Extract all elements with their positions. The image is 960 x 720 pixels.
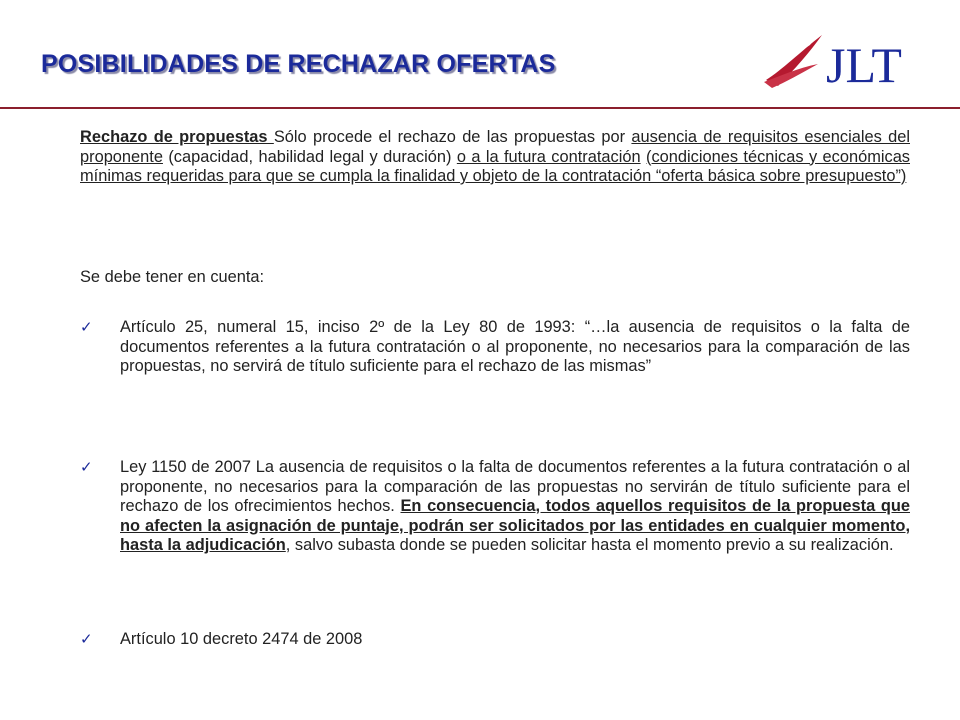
jlt-logo	[760, 30, 920, 94]
logo-text: JLT	[826, 37, 902, 93]
list-item	[80, 318, 910, 377]
intro-paragraph	[80, 128, 910, 187]
list-item	[80, 458, 910, 556]
list-item-emphasis: En consecuencia, todos aquellos requisitos de la propuesta que no afecten la asignación de puntaje, podrán ser solicitados por las entidades en cualquier momento, hasta la adjudicación	[120, 497, 910, 554]
intro-text-1: Sólo procede el rechazo de las propuestas por	[273, 128, 632, 146]
page-title: POSIBILIDADES DE RECHAZAR OFERTAS	[41, 50, 556, 78]
list-item-text: Artículo 10 decreto 2474 de 2008	[120, 630, 363, 648]
list-item-text-2: , salvo subasta donde se pueden solicitar hasta el momento previo a su realización.	[285, 536, 894, 554]
header-divider	[0, 107, 960, 109]
list-item-text	[120, 458, 910, 556]
list-item	[80, 630, 910, 650]
check-icon: ✓	[80, 458, 93, 476]
lead-text: Se debe tener en cuenta:	[80, 268, 265, 286]
intro-heading: Rechazo de propuestas	[80, 128, 274, 146]
check-icon: ✓	[80, 630, 93, 648]
list-item-text: Artículo 25, numeral 15, inciso 2º de la Ley 80 de 1993: “…la ausencia de requisitos o la falta de documentos referentes a la futura contratación o al proponente, no necesarios para la comparación de las propuestas, no servirá de título suficiente para el rechazo de las mismas”	[120, 318, 910, 375]
intro-underline-2: o a la futura contratación	[456, 147, 641, 166]
intro-text-2: (capacidad, habilidad legal y duración)	[162, 147, 457, 166]
list-item-text-1: Ley 1150 de 2007 La ausencia de requisitos o la falta de documentos referentes a la futura contratación o al proponente, no necesarios para la comparación de las propuestas no servirán de título suficiente para el rechazo de los ofrecimientos hechos.	[120, 458, 910, 515]
intro-underline-1: ausencia de requisitos esenciales del proponente	[80, 128, 910, 166]
intro-underline-3: (condiciones técnicas y económicas mínimas requeridas para que se cumpla la finalidad y objeto de la contratación “oferta básica sobre presupuesto”)	[80, 147, 910, 185]
check-icon: ✓	[80, 318, 93, 336]
logo-swoosh-icon	[764, 35, 822, 88]
